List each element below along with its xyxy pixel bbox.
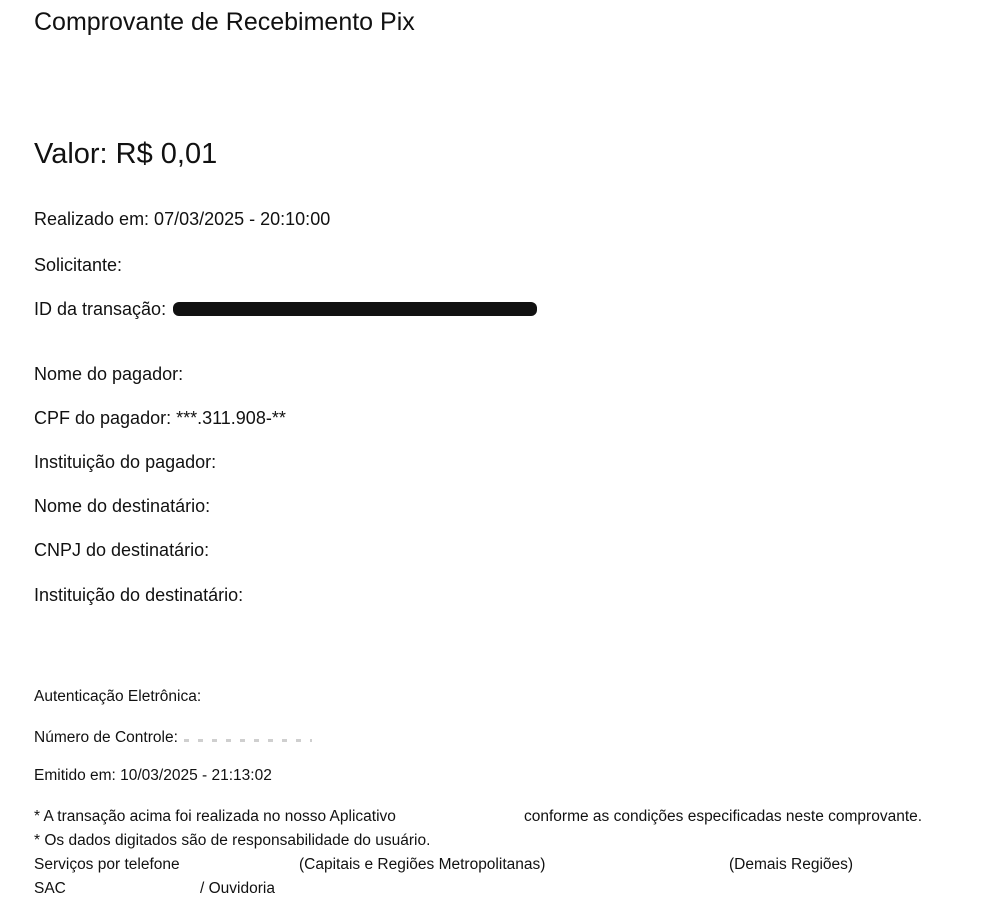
sac-label: SAC	[34, 880, 66, 897]
transaction-id	[34, 299, 537, 320]
phone-capitals: (Capitais e Regiões Metropolitanas)	[299, 856, 546, 873]
control-number-label: Número de Controle:	[34, 729, 178, 746]
phone-other-regions: (Demais Regiões)	[729, 856, 854, 873]
electronic-auth: Autenticação Eletrônica:	[34, 688, 202, 705]
note-app-a: * A transação acima foi realizada no nosso Aplicativo	[34, 808, 396, 825]
payer-name: Nome do pagador:	[34, 364, 184, 384]
recipient-institution: Instituição do destinatário:	[34, 585, 244, 605]
amount-value: Valor: R$ 0,01	[34, 138, 218, 170]
redaction-mark	[184, 739, 312, 742]
issued-at: Emitido em: 10/03/2025 - 21:13:02	[34, 767, 272, 784]
transaction-id-label: ID da transação:	[34, 299, 167, 319]
phone-services-label: Serviços por telefone	[34, 856, 180, 873]
note-user-data: * Os dados digitados são de responsabilidade do usuário.	[34, 832, 431, 849]
control-number	[34, 729, 312, 747]
recipient-cnpj: CNPJ do destinatário:	[34, 540, 210, 560]
note-app-b: conforme as condições especificadas neste comprovante.	[524, 808, 923, 825]
page-title: Comprovante de Recebimento Pix	[34, 8, 415, 36]
realized-at: Realizado em: 07/03/2025 - 20:10:00	[34, 209, 331, 229]
payer-cpf: CPF do pagador: ***.311.908-**	[34, 408, 286, 428]
ombudsman-label: / Ouvidoria	[200, 880, 275, 897]
requester-label: Solicitante:	[34, 255, 123, 275]
payer-institution: Instituição do pagador:	[34, 452, 217, 472]
redaction-mark	[173, 302, 537, 316]
recipient-name: Nome do destinatário:	[34, 496, 211, 516]
